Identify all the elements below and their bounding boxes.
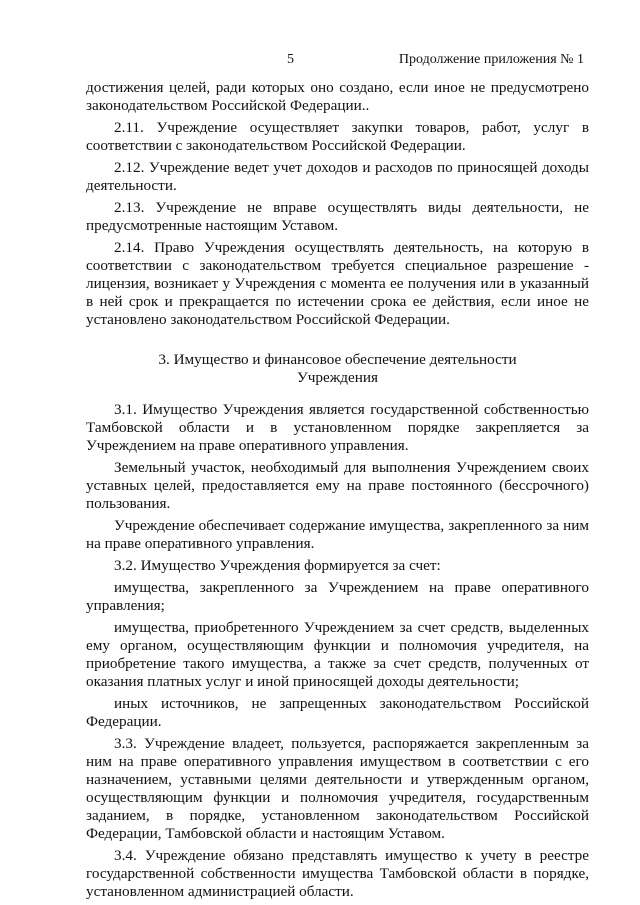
paragraph-3-2-item-3: иных источников, не запрещенных законодательством Российской Федерации. bbox=[86, 695, 589, 730]
paragraph-2-10-continuation: достижения целей, ради которых оно создано, если иное не предусмотрено законодательством Российской Федерации.. bbox=[86, 79, 589, 114]
paragraph-3-1: 3.1. Имущество Учреждения является государственной собственностью Тамбовской области и в установленном порядке закрепляется за Учреждением на праве оперативного управления. bbox=[86, 401, 589, 454]
paragraph-2-12: 2.12. Учреждение ведет учет доходов и расходов по приносящей доходы деятельности. bbox=[86, 159, 589, 194]
paragraph-3-2-item-2: имущества, приобретенного Учреждением за счет средств, выделенных ему органом, осуществляющим функции и полномочия учредителя, на приобретение такого имущества, а также за счет средств, полученных от оказания платных услуг и иной приносящей доходы деятельности; bbox=[86, 619, 589, 690]
paragraph-2-13: 2.13. Учреждение не вправе осуществлять виды деятельности, не предусмотренные настоящим Уставом. bbox=[86, 199, 589, 234]
paragraph-2-11: 2.11. Учреждение осуществляет закупки товаров, работ, услуг в соответствии с законодательством Российской Федерации. bbox=[86, 119, 589, 154]
document-body bbox=[86, 79, 589, 905]
paragraph-land-plot: Земельный участок, необходимый для выполнения Учреждением своих уставных целей, предоставляется ему на праве постоянного (бессрочного) пользования. bbox=[86, 459, 589, 512]
paragraph-2-14: 2.14. Право Учреждения осуществлять деятельность, на которую в соответствии с законодательством требуется специальное разрешение - лицензия, возникает у Учреждения с момента ее получения или в указанный в ней срок и прекращается по истечении срока ее действия, если иное не установлено законодательством Российской Федерации. bbox=[86, 239, 589, 328]
page-number: 5 bbox=[287, 52, 294, 67]
paragraph-3-3: 3.3. Учреждение владеет, пользуется, распоряжается закрепленным за ним на праве оперативного управления имуществом в соответствии с его назначением, уставными целями деятельности и утвержденным органом, осуществляющим функции и полномочия учредителя, государственным заданием, в порядке, установленном законодательством Российской Федерации, Тамбовской области и настоящим Уставом. bbox=[86, 735, 589, 842]
section-3-heading-line-2: Учреждения bbox=[297, 369, 378, 386]
paragraph-property-maintenance: Учреждение обеспечивает содержание имущества, закрепленного за ним на праве оперативного управления. bbox=[86, 517, 589, 552]
section-3-heading-line-1: 3. Имущество и финансовое обеспечение деятельности bbox=[158, 351, 517, 368]
running-header: Продолжение приложения № 1 bbox=[398, 52, 584, 67]
paragraph-3-2-item-1: имущества, закрепленного за Учреждением на праве оперативного управления; bbox=[86, 579, 589, 614]
paragraph-3-4: 3.4. Учреждение обязано представлять имущество к учету в реестре государственной собственности имущества Тамбовской области в порядке, установленном администрацией области. bbox=[86, 847, 589, 900]
section-3-heading bbox=[86, 351, 589, 387]
paragraph-3-2: 3.2. Имущество Учреждения формируется за счет: bbox=[114, 557, 441, 574]
